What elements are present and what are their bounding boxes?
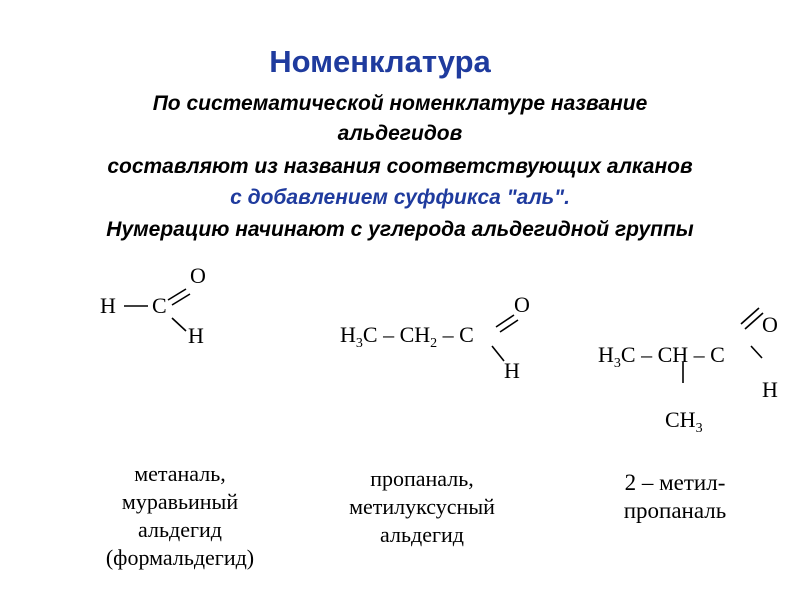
methanal-c: C — [152, 293, 167, 318]
methanal-h-left: H — [100, 293, 116, 318]
methylpropanal-formula — [598, 308, 778, 436]
caption-methylpropanal — [590, 469, 760, 525]
methanal-ch-bond — [172, 318, 186, 331]
propanal-ch-bond — [492, 346, 504, 361]
methanal-h-right: H — [188, 323, 204, 348]
caption-propanal-line-3: альдегид — [380, 522, 464, 547]
methylpropanal-chain: $H_3C$ – CH – C — [598, 342, 725, 371]
propanal-o: O — [514, 292, 530, 317]
rule-text-line-3: составляют из названия соответствующих алканов — [107, 155, 693, 178]
caption-propanal — [322, 465, 522, 549]
methylpropanal-co-bond-1 — [741, 308, 759, 324]
rule-text-line-2: альдегидов — [337, 122, 463, 145]
caption-methanal — [70, 460, 290, 572]
caption-propanal-line-1: пропаналь, — [370, 466, 474, 491]
propanal-chain: $H_3C - CH_2$ – C — [340, 322, 474, 351]
rule-text-line-5: Нумерацию начинают с углерода альдегидной группы — [106, 218, 694, 241]
caption-methylpropanal-line-1: 2 – метил- — [624, 470, 726, 495]
caption-methylpropanal-line-2: пропаналь — [623, 498, 727, 523]
rule-text-line-4: с добавлением суффикса "аль". — [230, 186, 570, 209]
caption-methanal-line-2: муравьиный — [121, 489, 239, 514]
methylpropanal-methyl: $CH_3$ — [665, 407, 703, 436]
methylpropanal-h: H — [762, 377, 778, 402]
methylpropanal-o: O — [762, 312, 778, 337]
propanal-formula — [340, 292, 530, 383]
methanal-formula — [100, 263, 206, 348]
propanal-h: H — [504, 358, 520, 383]
rule-text-line-1: По систематической номенклатуре название — [152, 92, 648, 115]
slide-title: Номенклатура — [269, 44, 491, 79]
caption-propanal-line-2: метилуксусный — [349, 494, 495, 519]
caption-methanal-line-3: альдегид — [138, 517, 222, 542]
methylpropanal-co-bond-2 — [745, 313, 763, 329]
caption-methanal-line-1: метаналь, — [134, 461, 226, 486]
caption-methanal-line-4: (формальдегид) — [105, 545, 255, 570]
methylpropanal-ch-bond — [751, 346, 762, 358]
methanal-o: O — [190, 263, 206, 288]
